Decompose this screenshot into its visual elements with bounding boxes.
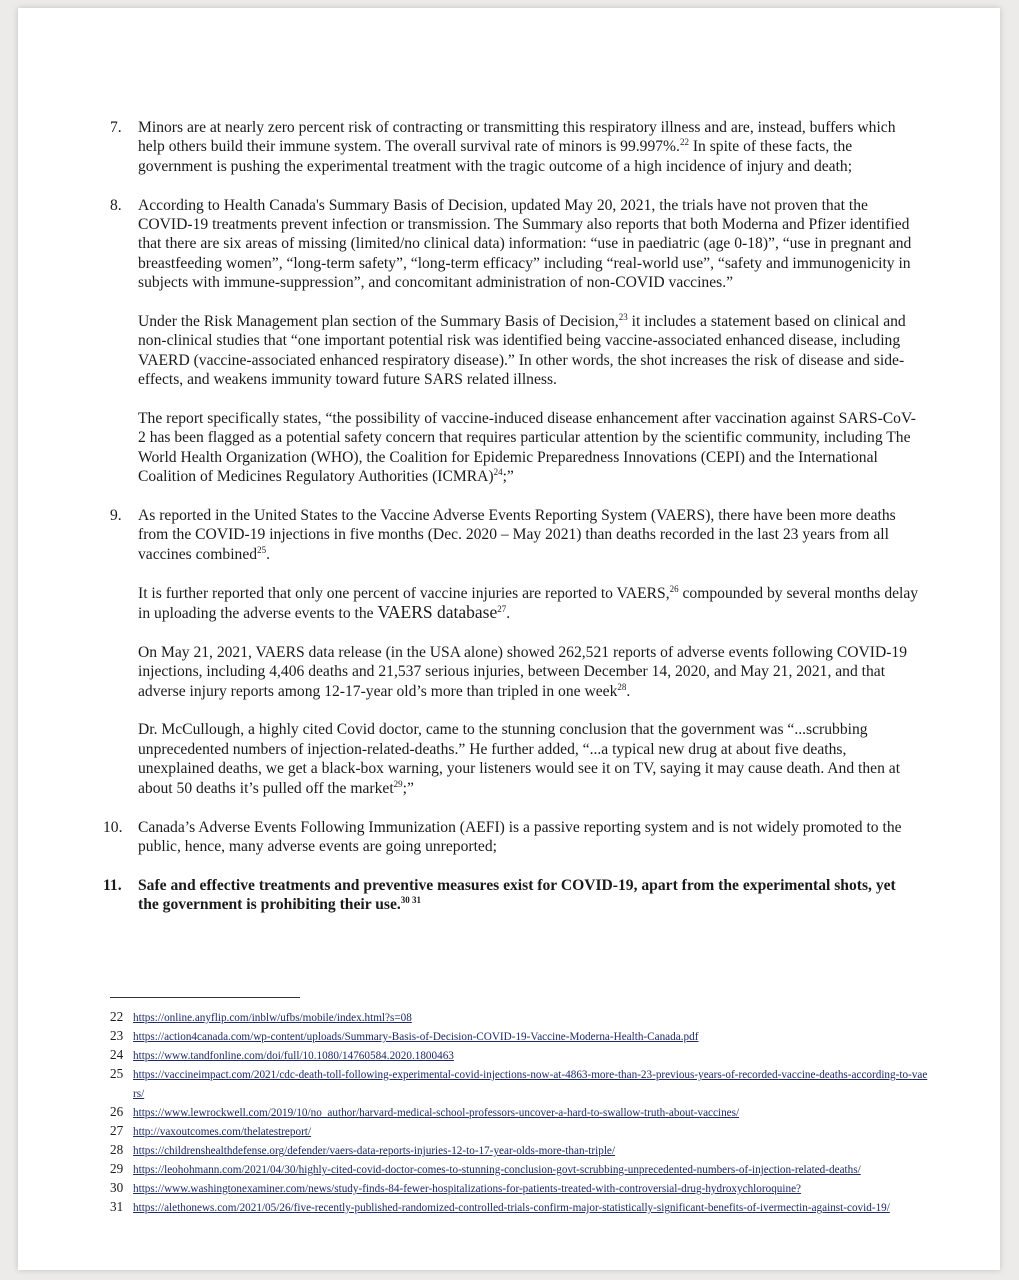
paragraph-text: On May 21, 2021, VAERS data release (in the USA alone) showed 262,521 reports of adverse events following COVID-19 injections, including 4,406 deaths and 21,537 serious injuries, between December 14, 2020, and May 21, 2021, and that adverse injury reports among 12-17-year old’s more than tripled in one week <box>138 643 908 700</box>
footnote-number: 29 <box>110 1161 124 1176</box>
paragraph-text: ;” <box>502 468 514 486</box>
footnote-number: 24 <box>110 1047 124 1062</box>
footnote-reference: 26 <box>669 583 679 594</box>
footnote-number: 22 <box>110 1009 124 1024</box>
item-paragraph <box>138 584 920 624</box>
footnote-reference: 22 <box>679 137 689 148</box>
item-paragraph <box>138 312 920 390</box>
footnote-number: 26 <box>110 1104 124 1119</box>
paragraph-text: it includes a statement based on clinical and non-clinical studies that “one important potential risk was identified being vaccine-associated enhanced disease, including VAERD (vaccine-associated enhanced respiratory disease).” In other words, the shot increases the risk of disease and side-effects, and weakens immunity toward future SARS related illness. <box>138 313 906 389</box>
item-paragraph <box>138 196 920 293</box>
paragraph-text: Dr. McCullough, a highly cited Covid doctor, came to the stunning conclusion that the government was “...scrubbing unprecedented numbers of injection-related-deaths.” He further added, “...a typical new drug at about five deaths, unexplained deaths, we get a black-box warning, your listeners would see it on TV, saying it may cause death. And then at about 50 deaths it’s pulled off the market <box>138 721 901 797</box>
paragraph-text: The report specifically states, “the possibility of vaccine-induced disease enhancement after vaccination against SARS-CoV-2 has been flagged as a potential safety concern that requires particular attention by the scientific community, including The World Health Organization (WHO), the Coalition for Epidemic Preparedness Innovations (CEPI) and the International Coalition of Medicines Regulatory Authorities (ICMRA) <box>138 410 916 486</box>
footnote-reference: 30 31 <box>400 895 422 906</box>
footnotes-section <box>110 1008 930 1217</box>
footnote-link[interactable]: https://online.anyflip.com/inblw/ufbs/mobile/index.html?s=08 <box>133 1012 412 1024</box>
footnote-link[interactable]: http://vaxoutcomes.com/thelatestreport/ <box>133 1126 312 1138</box>
footnote-link[interactable]: https://leohohmann.com/2021/04/30/highly-cited-covid-doctor-comes-to-stunning-conclusion-govt-scrubbing-unprecedented-numbers-of-injection-related-deaths/ <box>133 1164 861 1176</box>
numbered-item <box>103 818 920 857</box>
footnote-reference: 24 <box>493 467 503 478</box>
document-page <box>18 8 1000 1270</box>
footnote-number: 23 <box>110 1028 124 1043</box>
paragraph-text: Minors are at nearly zero percent risk of contracting or transmitting this respiratory illness and are, instead, buffers which help others build their immune system. The overall survival rate of minors is 99.997%. <box>138 119 896 156</box>
paragraph-text: ;” <box>402 779 414 797</box>
item-number: 9. <box>110 507 122 525</box>
item-paragraph <box>138 818 920 857</box>
item-paragraph <box>138 876 920 915</box>
paragraph-text: Under the Risk Management plan section of the Summary Basis of Decision, <box>138 313 619 331</box>
footnote-link[interactable]: https://www.tandfonline.com/doi/full/10.1080/14760584.2020.1800463 <box>133 1050 454 1062</box>
footnote-link[interactable]: https://action4canada.com/wp-content/uploads/Summary-Basis-of-Decision-COVID-19-Vaccine-Moderna-Health-Canada.pdf <box>133 1031 699 1043</box>
footnote-link[interactable]: https://www.washingtonexaminer.com/news/study-finds-84-fewer-hospitalizations-for-patients-treated-with-controversial-drug-hydroxychloroquine? <box>133 1183 802 1195</box>
numbered-item <box>110 196 920 487</box>
footnote <box>110 1027 930 1046</box>
footnote-reference: 23 <box>618 312 628 323</box>
item-paragraph <box>138 643 920 701</box>
numbered-item <box>110 118 920 176</box>
numbered-item <box>103 876 920 915</box>
document-body <box>103 118 920 934</box>
paragraph-text-large: VAERS database <box>377 602 498 623</box>
paragraph-text: . <box>506 605 511 623</box>
paragraph-text: Canada’s Adverse Events Following Immunization (AEFI) is a passive reporting system and is not widely promoted to the public, hence, many adverse events are going unreported; <box>138 818 902 855</box>
footnote <box>110 1065 930 1103</box>
paragraph-text: According to Health Canada's Summary Basis of Decision, updated May 20, 2021, the trials have not proven that the COVID-19 treatments prevent infection or transmission. The Summary also reports that both Moderna and Pfizer identified that there are six areas of missing (limited/no clinical data) information: “use in paediatric (age 0-18)”, “use in pregnant and breastfeeding women”, “long-term safety”, “long-term efficacy” including “real-world use”, “safety and immunogenicity in subjects with immune-suppression”, and concomitant administration of non-COVID vaccines.” <box>138 196 912 292</box>
footnote <box>110 1122 930 1141</box>
item-paragraph <box>138 720 920 798</box>
footnote <box>110 1179 930 1198</box>
footnote-link[interactable]: https://vaccineimpact.com/2021/cdc-death-toll-following-experimental-covid-injections-now-at-4863-more-than-23-previous-years-of-recorded-vaccine-deaths-according-to-vaers/ <box>133 1069 928 1100</box>
footnote <box>110 1160 930 1179</box>
paragraph-text: compounded by several months delay in uploading the adverse events to the <box>138 584 919 623</box>
paragraph-text: . <box>626 682 631 700</box>
item-paragraph <box>138 409 920 487</box>
footnote-number: 31 <box>110 1199 124 1214</box>
item-number: 10. <box>103 818 123 836</box>
item-paragraph <box>138 118 920 176</box>
numbered-item <box>110 506 920 798</box>
paragraph-text: Safe and effective treatments and preventive measures exist for COVID-19, apart from the experimental shots, yet the government is prohibiting their use. <box>138 876 896 914</box>
footnote <box>110 1103 930 1122</box>
footnote-number: 30 <box>110 1180 124 1195</box>
paragraph-text: In spite of these facts, the government is pushing the experimental treatment with the tragic outcome of a high incidence of injury and death; <box>138 138 853 175</box>
footnote-reference: 25 <box>257 544 267 555</box>
item-number: 7. <box>110 119 122 136</box>
footnote-link[interactable]: https://childrenshealthdefense.org/defender/vaers-data-reports-injuries-12-to-17-year-olds-more-than-triple/ <box>133 1145 616 1157</box>
footnote-number: 27 <box>110 1123 124 1138</box>
footnote-link[interactable]: https://www.lewrockwell.com/2019/10/no_author/harvard-medical-school-professors-uncover-a-hard-to-swallow-truth-about-vaccines/ <box>133 1107 740 1119</box>
footnote <box>110 1198 930 1217</box>
footnote <box>110 1046 930 1065</box>
footnote <box>110 1141 930 1160</box>
footnote-reference: 27 <box>497 604 507 615</box>
item-number: 8. <box>110 196 122 214</box>
footnote-reference: 29 <box>393 778 403 789</box>
footnote-reference: 28 <box>617 681 627 692</box>
item-number: 11. <box>103 876 122 894</box>
footnote-number: 28 <box>110 1142 124 1157</box>
paragraph-text: It is further reported that only one percent of vaccine injuries are reported to VAERS, <box>138 584 670 602</box>
footnote <box>110 1008 930 1027</box>
paragraph-text: As reported in the United States to the Vaccine Adverse Events Reporting System (VAERS), there have been more deaths from the COVID-19 injections in five months (Dec. 2020 – May 2021) than deaths recorded in the last 23 years from all vaccines combined <box>138 507 896 563</box>
footnote-link[interactable]: https://alethonews.com/2021/05/26/five-recently-published-randomized-controlled-trials-confirm-major-statistically-significant-benefits-of-ivermectin-against-covid-19/ <box>133 1202 890 1214</box>
paragraph-text: . <box>266 545 270 563</box>
item-paragraph <box>138 506 920 564</box>
footnote-divider <box>110 997 300 998</box>
footnote-number: 25 <box>110 1066 124 1081</box>
